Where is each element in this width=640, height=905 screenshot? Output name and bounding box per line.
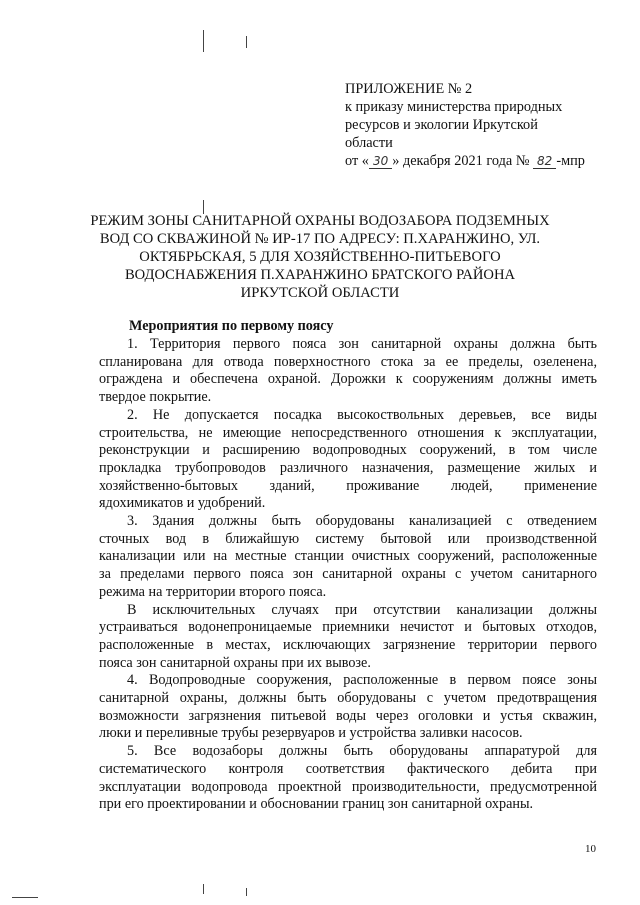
page-number: 10 [585,843,596,855]
scan-mark [246,36,247,48]
scan-mark [246,888,247,896]
text-line: ядохимикатов и удобрений. [99,495,266,512]
title-line: РЕЖИМ ЗОНЫ САНИТАРНОЙ ОХРАНЫ ВОДОЗАБОРА ПОДЗЕМНЫХ [90,213,550,229]
scan-mark [203,30,204,52]
text-line: строительства, не имеющие непосредственного отношения к эксплуатации, [99,424,597,441]
text-line: люки и переливные трубы резервуаров и устройства заливки насосов. [99,725,523,742]
order-date-line [345,152,605,170]
title-line: ВОД СО СКВАЖИНОЙ № ИР-17 ПО АДРЕСУ: П.ХАРАНЖИНО, УЛ. [99,231,541,247]
text-line: В исключительных случаях при отсутствии канализации должны [127,601,597,618]
text-line: твердое покрытие. [99,389,212,406]
document-title [90,212,550,302]
text-line: реконструкции и расширению водопроводных сооружений, в том числе [99,442,597,459]
text-line: 5. Все водозаборы должны быть оборудованы аппаратурой для [127,743,597,760]
title-line: ОКТЯБРЬСКАЯ, 5 ДЛЯ ХОЗЯЙСТВЕННО-ПИТЬЕВОГО [139,249,501,265]
scan-mark [203,884,204,894]
text-line: при его проектировании и обосновании границ зон санитарной охраны. [99,796,534,813]
paragraph-5 [99,743,597,814]
text-line: хозяйственно-бытовых зданий, проживание людей, применение [99,477,597,494]
text-line: 1. Территория первого пояса зон санитарной охраны должна быть [127,336,597,352]
appendix-line: ресурсов и экологии Иркутской [345,117,538,133]
text-line: устраиваться водонепроницаемые приемники нечистот и бытовых отходов, [99,619,597,636]
document-body [99,318,597,814]
handwritten-order-number: 82 [533,154,556,169]
order-date-middle: » декабря 2021 года № [392,153,530,169]
text-line: систематического контроля соответствия фактического дебита при [99,760,597,777]
text-line: расположенные в местах, исключающих загрязнение территории первого [99,636,597,653]
text-line: прокладка трубопроводов различного назначения, размещение жилых и [99,459,597,476]
appendix-line: к приказу министерства природных [345,99,563,115]
paragraph-2 [99,407,597,513]
text-line: за пределами первого пояса зон санитарной охраны с учетом санитарного [99,566,597,583]
text-line: ограждена и обеспечена охраной. Дорожки к сооружениям должны иметь [99,371,597,388]
text-line: санитарной охраны, должны быть оборудованы с учетом предотвращения [99,690,597,707]
appendix-line: области [345,135,393,151]
text-line: возможности загрязнения питьевой воды через оголовки и устья скважин, [99,707,597,724]
paragraph-4 [99,672,597,743]
text-line: сточных вод в ближайшую систему бытовой или производственной [99,530,597,547]
paragraph-3 [99,513,597,602]
order-number-suffix: -мпр [556,153,585,169]
section-heading: Мероприятия по первому поясу [129,318,334,334]
text-line: 3. Здания должны быть оборудованы канализацией с отведением [127,513,597,530]
text-line: канализации или на местные станции очистных сооружений, расположенные [99,548,597,565]
paragraph-1 [99,336,597,407]
text-line: режима на территории второго пояса. [99,583,327,600]
order-date-prefix: от « [345,153,369,169]
title-line: ИРКУТСКОЙ ОБЛАСТИ [240,285,400,301]
text-line: спланирована для отвода поверхностного стока за ее пределы, озеленена, [99,353,597,370]
scan-mark [12,897,38,898]
title-line: ВОДОСНАБЖЕНИЯ П.ХАРАНЖИНО БРАТСКОГО РАЙОНА [124,267,516,283]
handwritten-day: 30 [369,154,392,169]
appendix-title: ПРИЛОЖЕНИЕ № 2 [345,81,473,97]
text-line: 2. Не допускается посадка высокоствольных деревьев, все виды [127,406,597,423]
appendix-header [345,80,605,170]
text-line: пояса зон санитарной охраны при их вывозе. [99,654,371,671]
text-line: 4. Водопроводные сооружения, расположенные в первом поясе зоны [127,672,597,689]
text-line: эксплуатации водопровода проектной производительности, предусмотренной [99,778,597,795]
paragraph-3-exception [99,602,597,673]
